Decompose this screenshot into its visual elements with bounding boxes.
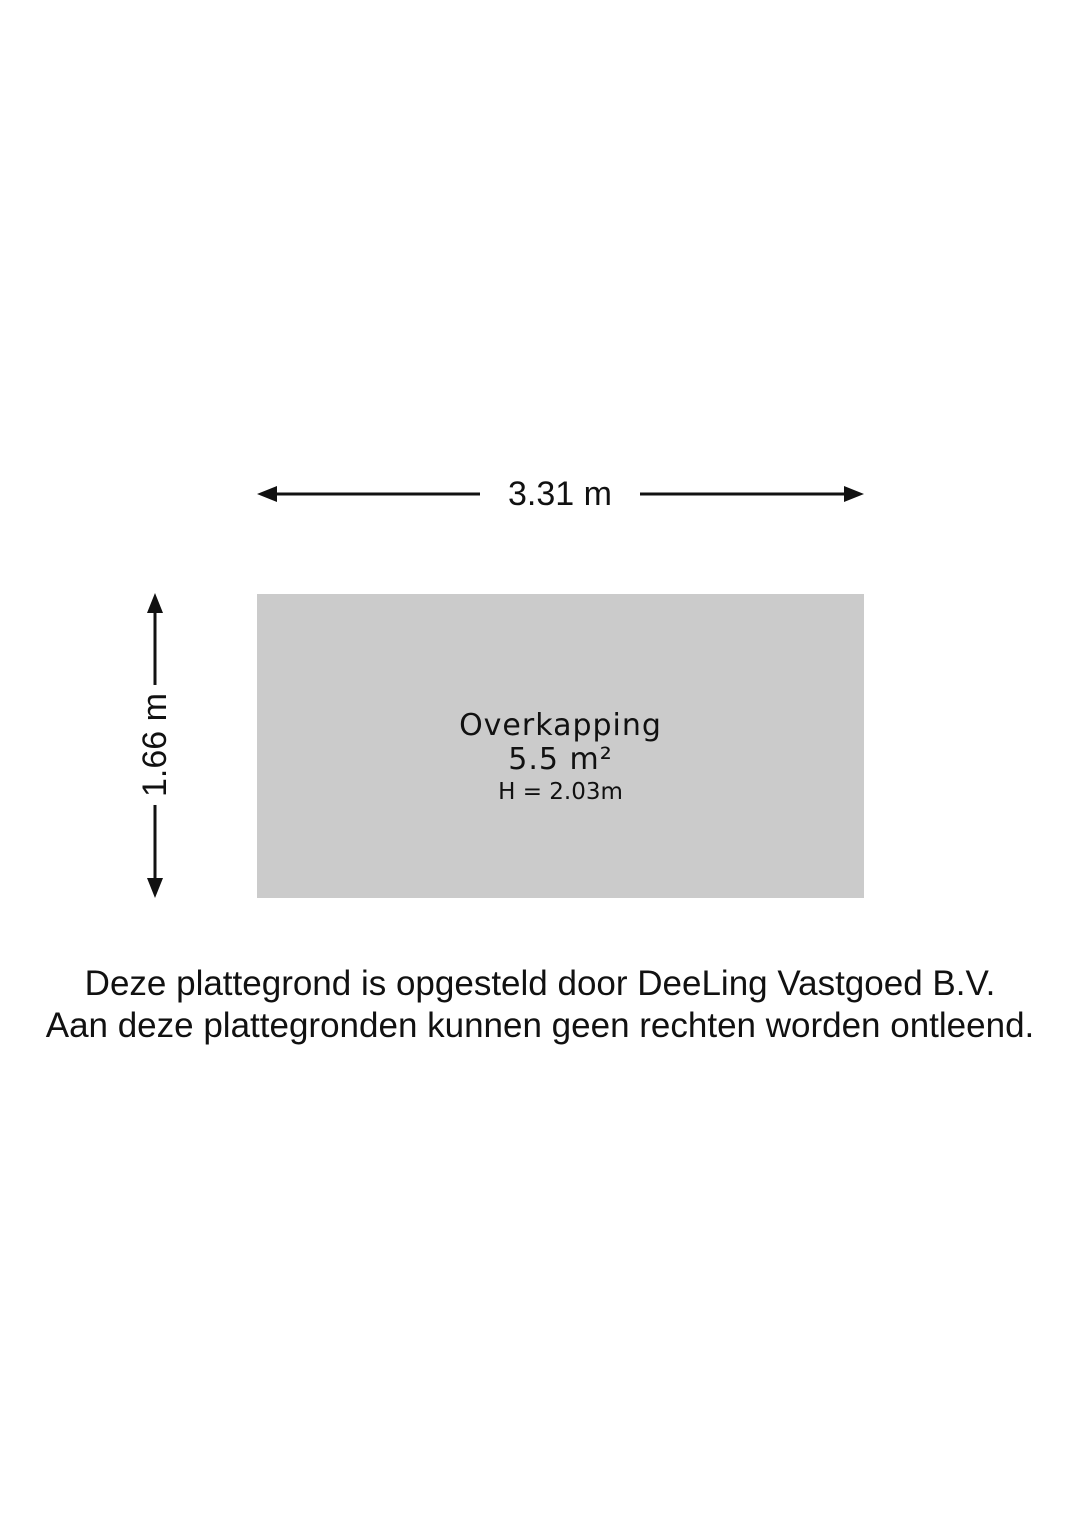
room-area: 5.5 m²	[508, 742, 613, 777]
room-height: H = 2.03m	[498, 779, 623, 805]
room-name: Overkapping	[459, 708, 662, 743]
width-dimension-label: 3.31 m	[480, 474, 640, 514]
disclaimer	[0, 963, 1080, 1047]
room-labels	[257, 708, 864, 808]
depth-dimension-label: 1.66 m	[135, 685, 175, 805]
disclaimer-line-1: Deze plattegrond is opgesteld door DeeLing Vastgoed B.V.	[84, 964, 996, 1003]
disclaimer-line-2: Aan deze plattegronden kunnen geen rechten worden ontleend.	[45, 1006, 1035, 1045]
